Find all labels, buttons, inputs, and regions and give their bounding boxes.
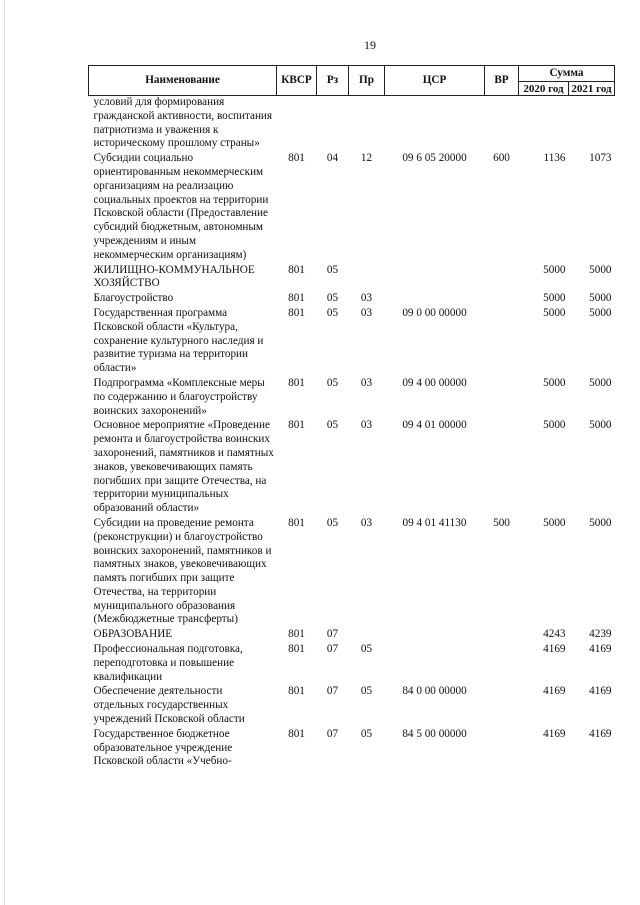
- row-csr: [385, 264, 485, 293]
- row-name: Субсидии социально ориентированным некоммерческим организациям на реализацию социальных проектов на территории Псковской области (Предоставление субсидий бюджетным, автономным учреждениям и иным некоммерческим организациям): [93, 152, 269, 261]
- row-sum-2021: 5000: [589, 376, 612, 389]
- row-csr: 09 4 01 41130: [402, 516, 467, 529]
- row-name: Обеспечение деятельности отдельных государственных учреждений Псковской области: [93, 685, 245, 726]
- row-sum-2020: 5000: [543, 376, 566, 389]
- row-sum-2020: 5000: [543, 516, 566, 529]
- row-vr: [485, 292, 519, 307]
- row-rz: 05: [326, 516, 339, 529]
- row-sum-2021: 4169: [589, 643, 612, 656]
- row-csr: [385, 96, 485, 153]
- row-sum-2020: 5000: [543, 306, 566, 319]
- row-kvsr: 801: [288, 419, 305, 432]
- row-rz: 07: [326, 727, 339, 740]
- row-kvsr: 801: [288, 685, 305, 698]
- row-csr: 09 4 00 00000: [402, 376, 467, 389]
- table-row: [89, 307, 615, 377]
- row-sum-2020: 4169: [543, 685, 566, 698]
- row-csr: 09 0 00 00000: [402, 306, 467, 319]
- row-sum-2020: [519, 96, 569, 153]
- table-header: [89, 66, 615, 96]
- row-csr: 09 6 05 20000: [402, 152, 467, 165]
- row-pr: 03: [360, 306, 373, 319]
- header-rz: Рз: [317, 66, 349, 96]
- table-row: [89, 96, 615, 153]
- row-sum-2020: 5000: [543, 292, 566, 305]
- row-rz: 04: [326, 152, 339, 165]
- row-vr: [485, 264, 519, 293]
- row-name: Профессиональная подготовка, переподготовка и повышение квалификации: [93, 643, 243, 683]
- row-kvsr: 801: [288, 376, 305, 389]
- table-row: [89, 517, 615, 628]
- row-name: Благоустройство: [93, 292, 174, 305]
- budget-table: [88, 65, 615, 770]
- row-name: Основное мероприятие «Проведение ремонта и благоустройства воинских захоронений, памятников и памятных знаков, увековечивающих память погибших при защите Отечества, на территории муниципальных образований области»: [93, 419, 274, 515]
- header-csr: ЦСР: [385, 66, 485, 96]
- row-vr: [485, 307, 519, 377]
- row-name: Субсидии на проведение ремонта (реконструкции) и благоустройство воинских захоронений, памятников и памятных знаков, увековечивающих память погибших при защите Отечества, на территории муниципального образования (Межбюджетные трансферты): [93, 516, 272, 626]
- row-pr: 03: [360, 292, 373, 305]
- row-sum-2021: 5000: [589, 263, 612, 276]
- table-row: [89, 643, 615, 685]
- row-kvsr: [277, 96, 317, 153]
- row-kvsr: 801: [288, 263, 305, 276]
- table-row: [89, 264, 615, 293]
- row-rz: 05: [326, 292, 339, 305]
- row-rz: 05: [326, 263, 339, 276]
- row-sum-2021: 4239: [589, 628, 612, 641]
- header-pr: Пр: [349, 66, 385, 96]
- row-sum-2020: 5000: [543, 263, 566, 276]
- row-pr: [349, 628, 385, 643]
- table-row: [89, 628, 615, 643]
- row-vr: [485, 96, 519, 153]
- row-csr: [385, 643, 485, 685]
- header-name: Наименование: [89, 66, 277, 96]
- table-row: [89, 419, 615, 517]
- row-kvsr: 801: [288, 152, 305, 165]
- row-csr: 84 0 00 00000: [402, 685, 467, 698]
- row-kvsr: 801: [288, 292, 305, 305]
- page-edge-shadow: [4, 0, 5, 905]
- row-csr: [385, 628, 485, 643]
- row-sum-2020: 4169: [543, 727, 566, 740]
- row-vr: [485, 419, 519, 517]
- row-vr: 500: [493, 516, 510, 529]
- row-name: ОБРАЗОВАНИЕ: [93, 628, 173, 641]
- table-row: [89, 377, 615, 419]
- table-row: [89, 728, 615, 770]
- row-sum-2021: 5000: [589, 516, 612, 529]
- row-kvsr: 801: [288, 306, 305, 319]
- table-row: [89, 292, 615, 307]
- page-number: 19: [364, 38, 376, 52]
- row-vr: 600: [493, 152, 510, 165]
- row-csr: 09 4 01 00000: [402, 419, 467, 432]
- table-body: [89, 96, 615, 771]
- budget-table-container: [88, 65, 614, 770]
- row-pr: 03: [360, 516, 373, 529]
- row-pr: 03: [360, 376, 373, 389]
- row-sum-2021: 1073: [589, 152, 612, 165]
- row-name: условий для формирования гражданской активности, воспитания патриотизма и уважения к историческому прошлому страны»: [93, 96, 273, 150]
- row-kvsr: 801: [288, 516, 305, 529]
- header-kvsr: КВСР: [277, 66, 317, 96]
- row-pr: 03: [360, 419, 373, 432]
- row-rz: 05: [326, 306, 339, 319]
- row-sum-2021: 4169: [589, 685, 612, 698]
- row-name: Государственная программа Псковской области «Культура, сохранение культурного наследия и развитие туризма на территории области»: [93, 306, 264, 375]
- row-sum-2020: 5000: [543, 419, 566, 432]
- row-rz: 07: [326, 685, 339, 698]
- row-sum-2021: 5000: [589, 292, 612, 305]
- row-pr: 12: [360, 152, 373, 165]
- table-row: [89, 152, 615, 263]
- row-csr: 84 5 00 00000: [402, 727, 467, 740]
- row-vr: [485, 377, 519, 419]
- row-rz: 05: [326, 376, 339, 389]
- row-sum-2020: 4169: [543, 643, 566, 656]
- row-pr: 05: [360, 643, 373, 656]
- row-sum-2021: 5000: [589, 419, 612, 432]
- header-vr: ВР: [485, 66, 519, 96]
- row-pr: [349, 96, 385, 153]
- row-vr: [485, 728, 519, 770]
- row-name: ЖИЛИЩНО-КОММУНАЛЬНОЕ ХОЗЯЙСТВО: [93, 263, 255, 290]
- row-sum-2020: 4243: [543, 628, 566, 641]
- header-year-2021: 2021 год: [569, 82, 615, 96]
- header-year-2020: 2020 год: [519, 82, 569, 96]
- row-pr: 05: [360, 685, 373, 698]
- row-name: Подпрограмма «Комплексные меры по содержанию и благоустройству воинских захоронений»: [93, 376, 265, 417]
- row-rz: 07: [326, 643, 339, 656]
- row-sum-2021: 5000: [589, 306, 612, 319]
- row-kvsr: 801: [288, 643, 305, 656]
- row-vr: [485, 685, 519, 727]
- row-pr: [349, 264, 385, 293]
- row-rz: [317, 96, 349, 153]
- row-vr: [485, 628, 519, 643]
- table-row: [89, 685, 615, 727]
- row-pr: 05: [360, 727, 373, 740]
- row-name: Государственное бюджетное образовательное учреждение Псковской области «Учебно-: [93, 727, 233, 768]
- row-sum-2021: [569, 96, 615, 153]
- row-kvsr: 801: [288, 628, 305, 641]
- header-sum: Сумма: [519, 66, 615, 82]
- row-csr: [385, 292, 485, 307]
- row-rz: 07: [326, 628, 339, 641]
- row-sum-2020: 1136: [543, 152, 566, 165]
- row-rz: 05: [326, 419, 339, 432]
- row-kvsr: 801: [288, 727, 305, 740]
- row-sum-2021: 4169: [589, 727, 612, 740]
- row-vr: [485, 643, 519, 685]
